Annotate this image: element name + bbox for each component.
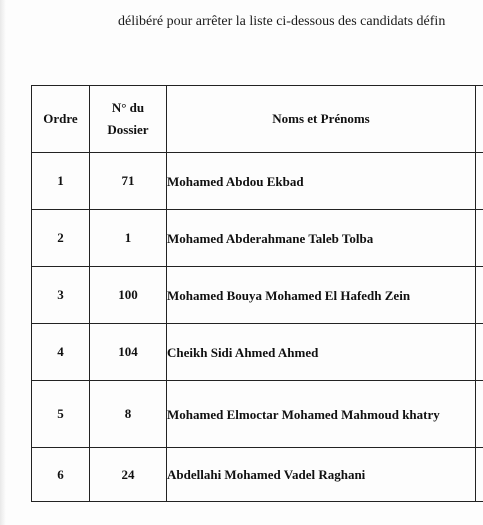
header-dossier-line1: N° du — [111, 100, 145, 115]
table-header — [32, 86, 483, 153]
table-row — [32, 153, 483, 210]
cell-cut — [476, 324, 483, 381]
cell-dossier: 104 — [90, 324, 167, 381]
cell-nom: Mohamed Elmoctar Mohamed Mahmoud khatry — [167, 381, 476, 448]
cell-nom: Mohamed Bouya Mohamed El Hafedh Zein — [167, 267, 476, 324]
cell-cut — [476, 210, 483, 267]
header-noms: Noms et Prénoms — [167, 86, 476, 153]
header-dossier — [90, 86, 167, 153]
cell-nom: Mohamed Abdou Ekbad — [167, 153, 476, 210]
table-row — [32, 210, 483, 267]
table-body — [32, 153, 483, 502]
cell-ordre: 6 — [32, 448, 90, 502]
cell-cut — [476, 448, 483, 502]
cell-nom: Cheikh Sidi Ahmed Ahmed — [167, 324, 476, 381]
header-ordre: Ordre — [32, 86, 90, 153]
cell-dossier: 100 — [90, 267, 167, 324]
header-row — [32, 86, 483, 153]
cell-nom: Mohamed Abderahmane Taleb Tolba — [167, 210, 476, 267]
table-row — [32, 448, 483, 502]
cell-cut — [476, 267, 483, 324]
cell-cut — [476, 153, 483, 210]
cell-ordre: 1 — [32, 153, 90, 210]
cell-dossier: 24 — [90, 448, 167, 502]
page-edge-shadow — [0, 0, 6, 525]
cell-nom: Abdellahi Mohamed Vadel Raghani — [167, 448, 476, 502]
candidates-table — [31, 85, 483, 502]
cell-dossier: 1 — [90, 210, 167, 267]
cell-ordre: 3 — [32, 267, 90, 324]
cell-dossier: 8 — [90, 381, 167, 448]
table-row — [32, 324, 483, 381]
cell-ordre: 5 — [32, 381, 90, 448]
cell-ordre: 4 — [32, 324, 90, 381]
intro-text: délibéré pour arrêter la liste ci-dessous des candidats défin — [118, 14, 446, 29]
table-row — [32, 381, 483, 448]
cell-dossier: 71 — [90, 153, 167, 210]
cell-ordre: 2 — [32, 210, 90, 267]
header-cut-column — [476, 86, 483, 153]
table-row — [32, 267, 483, 324]
cell-cut — [476, 381, 483, 448]
header-dossier-line2: Dossier — [107, 122, 149, 137]
